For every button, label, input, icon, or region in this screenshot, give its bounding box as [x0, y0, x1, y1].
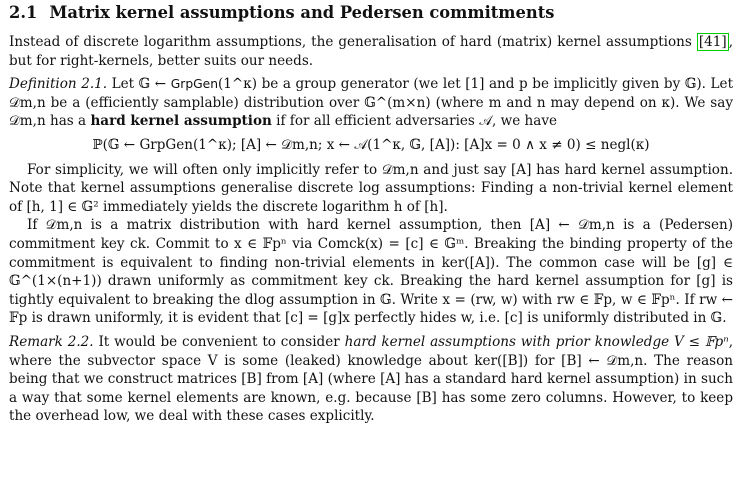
remark-label: Remark 2.2.: [9, 333, 94, 350]
remark-text-1: It would be convenient to consider: [98, 333, 345, 350]
remark-text-2: , where the subvector space V is some (leaked) knowledge about ker([B]) for [B] ← 𝒟m,n. The reason being that we construct matrices [B] from [A] (where [A] has a standard hard kernel assumption) in such a way that some kernel elements are known, e.g. because [B] has some zero columns. However, to keep the overhead low, we deal with these cases explicitly.: [9, 333, 734, 425]
definition-text-3: if for all efficient adversaries 𝒜, we have: [271, 113, 558, 130]
paragraph-simplicity: For simplicity, we will often only implicitly refer to 𝒟m,n and just say [A] has hard kernel assumption. Note that kernel assumptions generalise discrete log assumptions: Finding a non-trivial kernel element of [h, 1] ∈ 𝔾² immediately yields the discrete logarithm h of [h].: [9, 161, 733, 215]
remark-block: [9, 333, 733, 426]
section-title: Matrix kernel assumptions and Pedersen commitments: [49, 3, 555, 22]
definition-term: hard kernel assumption: [90, 113, 272, 130]
grpgen-symbol: GrpGen: [170, 77, 219, 92]
definition-text-2: (1^κ) be a group generator (we let [1] and p be implicitly given by 𝔾). Let 𝒟m,n be a (efficiently samplable) distribution over 𝔾^(m×n) (where m and n may depend on κ). We say 𝒟m,n has a: [9, 76, 734, 130]
remark-term: hard kernel assumptions with prior knowledge V ≤ 𝔽pⁿ: [344, 333, 729, 350]
definition-label: Definition 2.1.: [9, 76, 108, 93]
display-formula: ℙ(𝔾 ← GrpGen(1^κ); [A] ← 𝒟m,n; x ← 𝒜(1^κ, 𝔾, [A]): [A]x = 0 ∧ x ≠ 0) ≤ negl(κ): [92, 136, 650, 153]
section-number: 2.1: [9, 3, 38, 22]
definition-text-1: Let 𝔾 ←: [111, 76, 171, 93]
section-heading: [9, 3, 733, 23]
intro-text-end: , but for right-kernels, better suits our needs.: [9, 34, 733, 69]
paragraph-pedersen: If 𝒟m,n is a matrix distribution with hard kernel assumption, then [A] ← 𝒟m,n is a (Pedersen) commitment key ck. Commit to x ∈ 𝔽pⁿ via Comck(x) = [c] ∈ 𝔾ᵐ. Breaking the binding property of the commitment is equivalent to finding non-trivial elements in ker([A]). The common case will be [g] ∈ 𝔾^(1×(n+1)) drawn uniformly as commitment key ck. Breaking the hard kernel assumption for [g] is tightly equivalent to breaking the dlog assumption in 𝔾. Write x = (rw, w) with rw ∈ 𝔽p, w ∈ 𝔽pⁿ. If rw ← 𝔽p is drawn uniformly, it is evident that [c] = [g]x perfectly hides w, i.e. [c] is uniformly distributed in 𝔾.: [9, 217, 733, 327]
intro-paragraph: [9, 33, 733, 70]
definition-block: [9, 75, 733, 131]
citation-link[interactable]: [41]: [698, 34, 727, 50]
intro-text: Instead of discrete logarithm assumptions, the generalisation of hard (matrix) kernel assumptions: [9, 34, 697, 50]
